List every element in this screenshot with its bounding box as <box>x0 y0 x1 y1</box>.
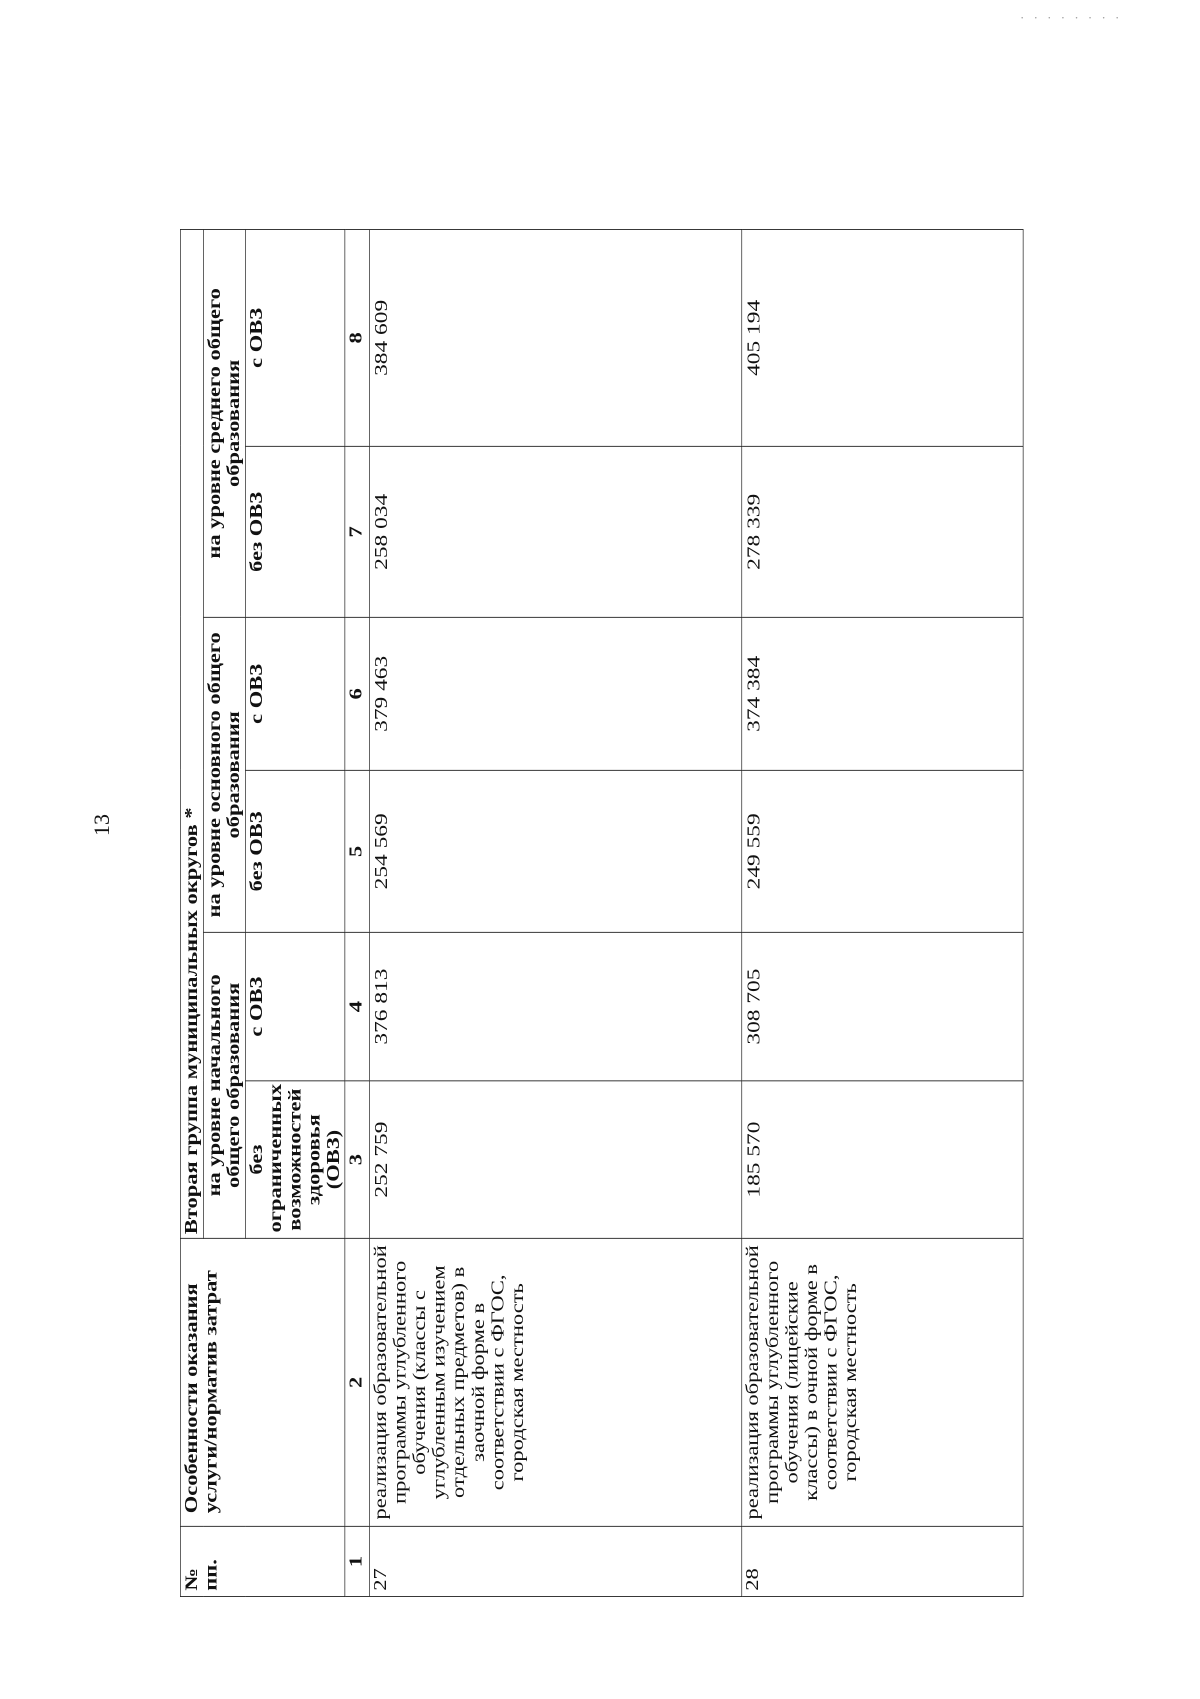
value-cell: 405 194 <box>742 229 1023 446</box>
column-number: 2 <box>345 1238 370 1526</box>
column-number: 3 <box>345 1081 370 1239</box>
value-cell: 278 339 <box>742 446 1023 617</box>
row-number: 28 <box>742 1526 1023 1596</box>
header-level-primary: на уровне начального общего образования <box>203 932 245 1238</box>
value-cell: 185 570 <box>742 1081 1023 1239</box>
header-description: Особенности оказания услуги/норматив затрат <box>180 1238 345 1526</box>
column-number: 4 <box>345 932 370 1080</box>
value-cell: 384 609 <box>369 229 741 446</box>
header-level-secondary: на уровне среднего общего образования <box>203 229 245 617</box>
column-number: 5 <box>345 770 370 932</box>
header-row-1 <box>180 229 203 1596</box>
value-cell: 308 705 <box>742 932 1023 1080</box>
column-number: 8 <box>345 229 370 446</box>
value-cell: 379 463 <box>369 617 741 770</box>
header-sub-secondary-with: с ОВЗ <box>245 229 345 446</box>
row-description: реализация образовательной программы углубленного обучения (лицейские классы) в очной форме в соответствии с ФГОС, городская местность <box>742 1238 1023 1526</box>
table-row <box>369 229 741 1596</box>
value-cell: 258 034 <box>369 446 741 617</box>
page-number: 13 <box>89 814 114 836</box>
rotated-table-container <box>180 230 1024 1597</box>
column-number: 6 <box>345 617 370 770</box>
header-sub-primary-without: без ограниченных возможностей здоровья (ОВЗ) <box>245 1081 345 1239</box>
table-row <box>742 229 1023 1596</box>
value-cell: 374 384 <box>742 617 1023 770</box>
scan-noise: · · · · · · · · <box>1020 10 1123 25</box>
header-num: № пп. <box>180 1526 345 1596</box>
header-sub-primary-with: с ОВЗ <box>245 932 345 1080</box>
column-number-row <box>345 229 370 1596</box>
value-cell: 376 813 <box>369 932 741 1080</box>
column-number: 1 <box>345 1526 370 1596</box>
value-cell: 252 759 <box>369 1081 741 1239</box>
header-group: Вторая группа муниципальных округов * <box>180 229 203 1238</box>
cost-norms-table <box>180 229 1024 1597</box>
header-sub-secondary-without: без ОВЗ <box>245 446 345 617</box>
value-cell: 254 569 <box>369 770 741 932</box>
value-cell: 249 559 <box>742 770 1023 932</box>
header-sub-basic-with: с ОВЗ <box>245 617 345 770</box>
row-number: 27 <box>369 1526 741 1596</box>
row-description: реализация образовательной программы углубленного обучения (классы с углубленным изучением отдельных предметов) в заочной форме в соответствии с ФГОС, городская местность <box>369 1238 741 1526</box>
column-number: 7 <box>345 446 370 617</box>
header-sub-basic-without: без ОВЗ <box>245 770 345 932</box>
header-level-basic: на уровне основного общего образования <box>203 617 245 932</box>
